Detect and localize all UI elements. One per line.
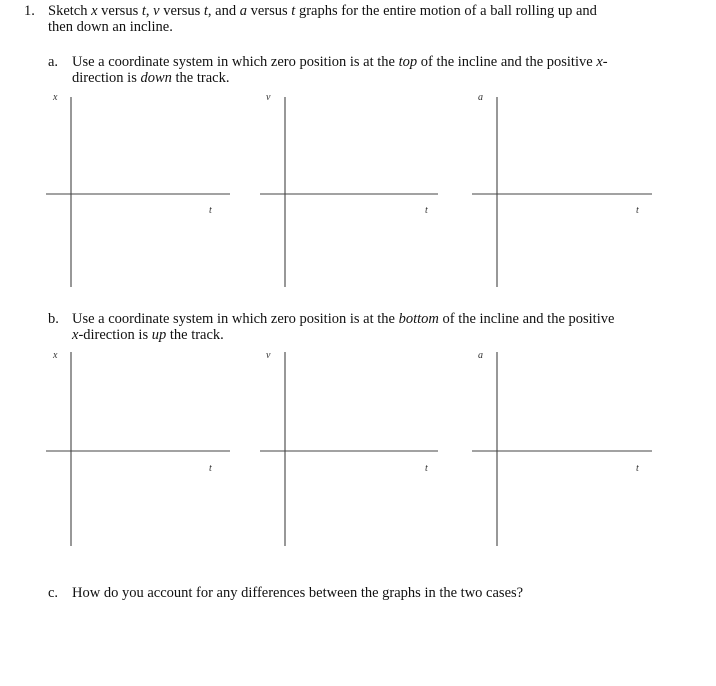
x-axis-label: t bbox=[209, 205, 212, 216]
x-axis-label: t bbox=[425, 205, 428, 216]
x-axis-label: t bbox=[636, 463, 639, 474]
y-axis-label: x bbox=[53, 92, 58, 103]
part-c-label: c. bbox=[48, 585, 59, 601]
x-axis-label: t bbox=[636, 205, 639, 216]
graph-b-x-vs-t bbox=[46, 350, 230, 546]
part-b-line1: Use a coordinate system in which zero position is at the bottom of the incline and the positive bbox=[72, 311, 615, 327]
problem-statement-line1: Sketch x versus t, v versus t, and a versus t graphs for the entire motion of a ball rolling up and bbox=[48, 3, 597, 19]
part-a-line1: Use a coordinate system in which zero position is at the top of the incline and the positive x- bbox=[72, 54, 608, 70]
graph-a-x-vs-t bbox=[46, 92, 230, 287]
y-axis-label: a bbox=[478, 350, 483, 361]
graph-b-a-vs-t bbox=[472, 350, 652, 546]
part-b-label: b. bbox=[48, 311, 59, 327]
part-b-line2: x-direction is up the track. bbox=[72, 327, 224, 343]
x-axis-label: t bbox=[425, 463, 428, 474]
problem-number: 1. bbox=[24, 3, 35, 19]
graph-a-v-vs-t bbox=[260, 92, 438, 287]
problem-statement-line2: then down an incline. bbox=[48, 19, 173, 35]
graph-a-a-vs-t bbox=[472, 92, 652, 287]
graph-b-v-vs-t bbox=[260, 350, 438, 546]
x-axis-label: t bbox=[209, 463, 212, 474]
y-axis-label: v bbox=[266, 350, 271, 361]
y-axis-label: x bbox=[53, 350, 58, 361]
part-a-line2: direction is down the track. bbox=[72, 70, 230, 86]
y-axis-label: a bbox=[478, 92, 483, 103]
part-c-question: How do you account for any differences between the graphs in the two cases? bbox=[72, 585, 524, 601]
part-a-label: a. bbox=[48, 54, 59, 70]
y-axis-label: v bbox=[266, 92, 271, 103]
